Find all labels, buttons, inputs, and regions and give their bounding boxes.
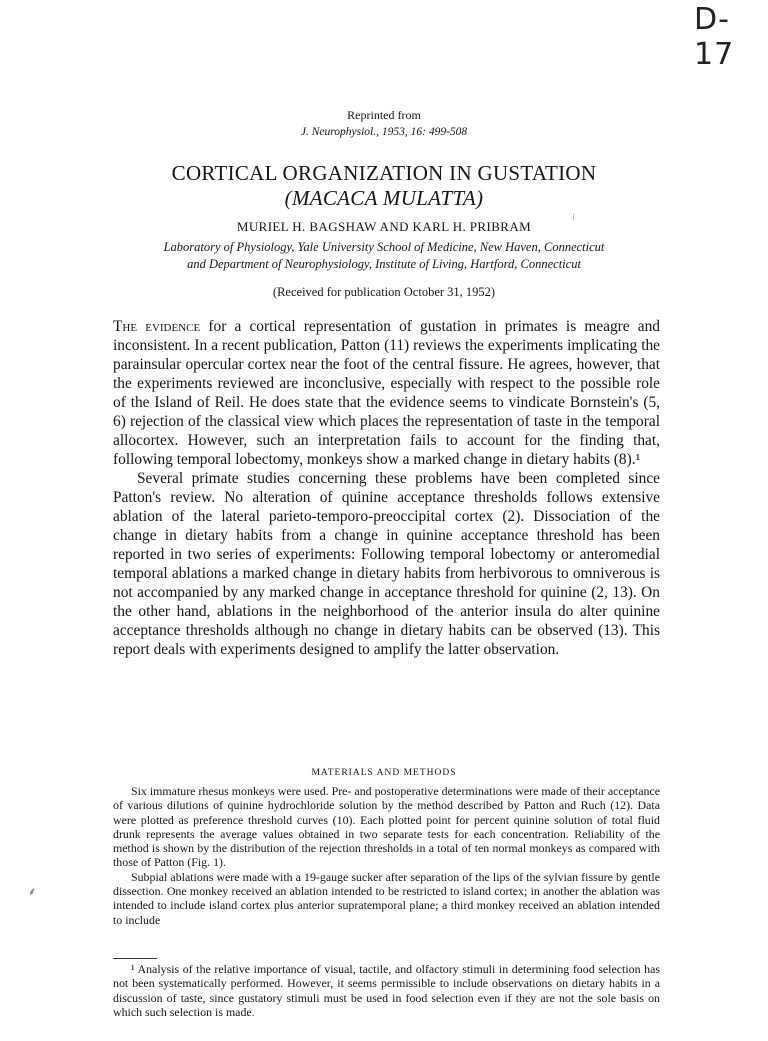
methods-paragraph-1: Six immature rhesus monkeys were used. Pre- and postoperative determinations were made of their acceptance of various dilutions of quinine hydrochloride solution by the method described by Patton and Ruch (12). Data were plotted as preference threshold curves (10). Each plotted point for percent quinine solution of total fluid drunk represents the average values obtained in two separate tests for each concentration. Reliability of the method is shown by the distribution of the rejection thresholds in a total of ten normal monkeys as compared with those of Patton (Fig. 1). bbox=[113, 784, 660, 870]
body-paragraph-1-text: for a cortical representation of gustation in primates is meagre and inconsistent. In a recent publication, Patton (11) reviews the experiments implicating the parainsular opercular cortex near the foot of the central fissure. He agrees, however, that the experiments reviewed are inconclusive, especially with respect to the possible role of the Island of Reil. He does state that the evidence seems to vindicate Bornstein's (5, 6) rejection of the classical view which places the representation of taste in the temporal allocortex. However, such an interpretation fails to account for the finding that, following temporal lobectomy, monkeys show a marked change in dietary habits (8).¹ bbox=[113, 318, 661, 468]
margin-scribble: ⸙ bbox=[28, 886, 37, 898]
body-text bbox=[113, 317, 660, 659]
methods-text bbox=[113, 784, 660, 927]
footnote-divider bbox=[113, 958, 157, 959]
scan-speck: ⁝ bbox=[572, 212, 575, 222]
footnote bbox=[113, 962, 660, 1019]
paper-title: CORTICAL ORGANIZATION IN GUSTATION bbox=[171, 161, 597, 185]
paper-subtitle: (MACACA MULATTA) bbox=[284, 186, 484, 210]
author-list: MURIEL H. BAGSHAW AND KARL H. PRIBRAM bbox=[236, 219, 532, 234]
body-paragraph-1 bbox=[113, 317, 660, 469]
methods-paragraph-2: Subpial ablations were made with a 19-gauge sucker after separation of the lips of the sylvian fissure by gentle dissection. One monkey received an ablation intended to be restricted to island cortex; in another the ablation was intended to include island cortex plus anterior supratemporal plane; a third monkey received an ablation intended to include bbox=[113, 869, 660, 927]
section-heading: MATERIALS AND METHODS bbox=[311, 768, 457, 778]
body-paragraph-2: Several primate studies concerning these problems have been completed since Patton's review. No alteration of quinine acceptance thresholds follows extensive ablation of the lateral parieto-temporo-preoccipital cortex (2). Dissociation of the change in dietary habits from a change in quinine acceptance threshold has been reported in two series of experiments: Following temporal lobectomy or anteromedial temporal ablations a marked change in dietary habits from herbivorous to omniverous is not accompanied by any marked change in acceptance threshold for quinine (2, 13). On the other hand, ablations in the neighborhood of the anterior insula do alter quinine acceptance thresholds although no change in dietary habits can be observed (13). This report deals with experiments designed to amplify the latter observation. bbox=[113, 470, 660, 658]
lead-in: The evidence bbox=[113, 318, 201, 335]
reprint-notice: Reprinted from bbox=[347, 108, 421, 122]
footnote-text: ¹ Analysis of the relative importance of visual, tactile, and olfactory stimuli in determining food selection has not been systematically performed. However, it seems permissible to include observations on dietary habits in a discussion of taste, since gustatory stimuli must be used in food selection even if they are not the sole basis on which such selection is made. bbox=[113, 962, 660, 1019]
affiliation-line-2: and Department of Neurophysiology, Institute of Living, Hartford, Connecticut bbox=[187, 257, 581, 271]
journal-citation-text: J. Neurophysiol., 1953, 16: 499-508 bbox=[300, 126, 468, 138]
handwritten-annotation: D-17 bbox=[694, 2, 735, 72]
received-date: (Received for publication October 31, 1952) bbox=[272, 285, 496, 299]
journal-citation bbox=[0, 126, 768, 138]
affiliation-line-1: Laboratory of Physiology, Yale University School of Medicine, New Haven, Connecticut bbox=[163, 240, 605, 254]
